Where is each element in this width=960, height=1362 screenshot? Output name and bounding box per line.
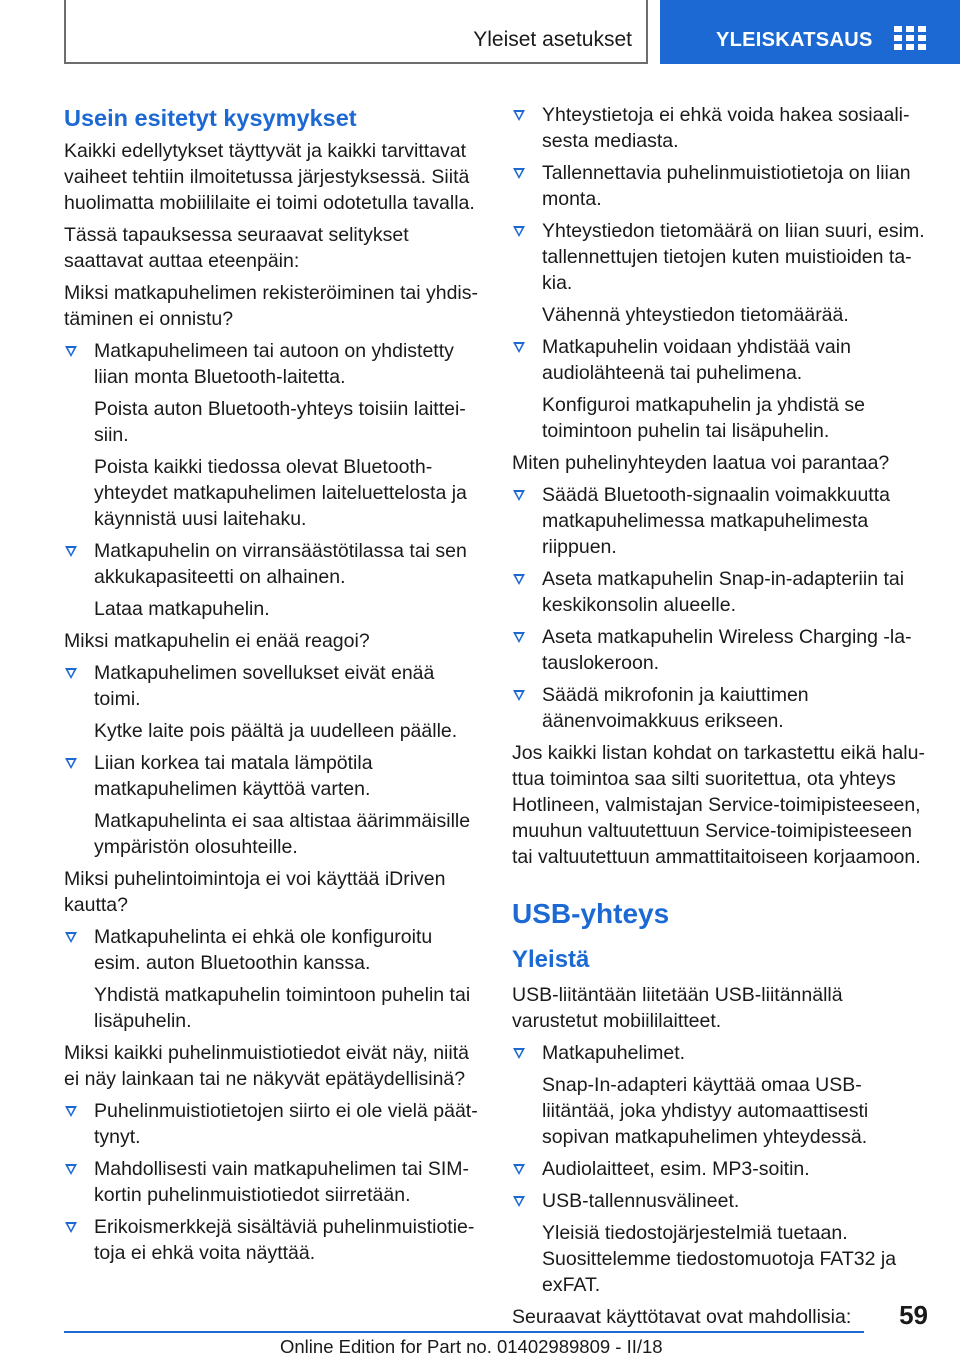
remedy-text: Yleisiä tiedostojärjestelmiä tuetaan. Suosittelemme tiedostomuotoja FAT32 ja exFAT. [542, 1222, 897, 1296]
list-item [64, 1156, 480, 1208]
paragraph: Tässä tapauksessa seuraavat selitykset saattavat auttaa eteenpäin: [64, 224, 409, 272]
list-item-text: USB-tallennusvälineet. [542, 1190, 740, 1212]
grid-icon[interactable] [894, 26, 926, 50]
list-item [64, 538, 480, 590]
bullet-triangle-icon [65, 346, 77, 357]
remedy-text: Poista auton Bluetooth-yhteys toisiin laitteisiin. [94, 398, 466, 446]
bullet-triangle-icon [65, 668, 77, 679]
bullet-triangle-icon [513, 632, 525, 643]
bullet-triangle-icon [513, 690, 525, 701]
bullet-triangle-icon [513, 574, 525, 585]
list-item-text: Yhteystiedon tietomäärä on liian suuri, esim. tallennettujen tietojen kuten muistioiden takia. [542, 220, 925, 294]
list-item-text: Matkapuhelimeen tai autoon on yhdistetty liian monta Bluetooth-laitetta. [94, 340, 454, 388]
list-item-text: Liian korkea tai matala lämpötila matkapuhelimen käyttöä varten. [94, 752, 373, 800]
footer-edition [280, 1336, 663, 1358]
list-item-text: Tallennettavia puhelinmuistiotietoja on liian monta. [542, 162, 911, 210]
list-item-text: Erikoismerkkejä sisältäviä puhelinmuistiotietoja ei ehkä voita näyttää. [94, 1216, 475, 1264]
bullet-triangle-icon [65, 1106, 77, 1117]
remedy-text: Konfiguroi matkapuhelin ja yhdistä se toimintoon puhelin tai lisäpuhelin. [542, 394, 866, 442]
remedy-text: Yhdistä matkapuhelin toimintoon puhelin tai lisäpuhelin. [94, 984, 471, 1032]
bullet-triangle-icon [513, 490, 525, 501]
overview-tab[interactable] [660, 0, 960, 64]
footer-edition-text: Online Edition for Part no. 01402989809 - II/18 [280, 1336, 663, 1357]
bullet-triangle-icon [513, 1196, 525, 1207]
list-item-text: Yhteystietoja ei ehkä voida hakea sosiaalisesta mediasta. [542, 104, 910, 152]
bullet-triangle-icon [65, 1222, 77, 1233]
paragraph: USB-liitäntään liitetään USB-liitännällä varustetut mobiililaitteet. [512, 984, 843, 1032]
bullet-triangle-icon [513, 168, 525, 179]
list-item [64, 1098, 480, 1150]
bullet-triangle-icon [513, 226, 525, 237]
bullet-triangle-icon [513, 342, 525, 353]
list-item-text: Audiolaitteet, esim. MP3-soitin. [542, 1158, 810, 1180]
list-item-text: Matkapuhelimet. [542, 1042, 686, 1064]
remedy-text: Kytke laite pois päältä ja uudelleen päälle. [94, 720, 458, 742]
right-column [512, 102, 926, 1336]
list-item-text: Mahdollisesti vain matkapuhelimen tai SIM-kortin puhelinmuistiotiedot siirretään. [94, 1158, 469, 1206]
list-item [512, 1040, 926, 1066]
list-item-text: Matkapuhelinta ei ehkä ole konfiguroitu esim. auton Bluetoothin kanssa. [94, 926, 433, 974]
remedy-text: Vähennä yhteystiedon tietomäärää. [542, 304, 849, 326]
overview-tab-label: YLEISKATSAUS [716, 29, 873, 51]
list-item-text: Puhelinmuistiotietojen siirto ei ole vielä päättynyt. [94, 1100, 478, 1148]
page-number: 59 [899, 1300, 928, 1330]
question: Miksi matkapuhelin ei enää reagoi? [64, 630, 370, 652]
list-item-text: Aseta matkapuhelin Snap-in-adapteriin tai keskikonsolin alueelle. [542, 568, 905, 616]
list-item-text: Matkapuhelin on virransäästötilassa tai sen akkukapasiteetti on alhainen. [94, 540, 467, 588]
remedy-text: Poista kaikki tiedossa olevat Bluetooth-yhteydet matkapuhelimen laiteluettelosta ja käynnistä uusi laitehaku. [94, 456, 467, 530]
question: Miksi matkapuhelimen rekisteröiminen tai yhdistäminen ei onnistu? [64, 282, 478, 330]
bullet-triangle-icon [513, 1048, 525, 1059]
question: Miksi kaikki puhelinmuistiotiedot eivät näy, niitä ei näy lainkaan tai ne näkyvät epätäydellisinä? [64, 1042, 469, 1090]
list-item [512, 218, 926, 296]
bullet-triangle-icon [513, 1164, 525, 1175]
list-item [64, 1214, 480, 1266]
list-item [64, 750, 480, 802]
bullet-triangle-icon [65, 1164, 77, 1175]
paragraph: Jos kaikki listan kohdat on tarkastettu eikä haluttua toimintoa saa silti suoritettua, ota yhteys Hotlineen, valmistajan Service-toimipisteeseen, muuhun valtuutettuun Service-toimipisteeseen tai valtuutettuun ammattitaitoiseen korjaamoon. [512, 742, 925, 868]
section-title: Yleiset asetukset [473, 28, 632, 51]
bullet-triangle-icon [513, 110, 525, 121]
remedy-text: Lataa matkapuhelin. [94, 598, 270, 620]
list-item-text: Säädä Bluetooth-signaalin voimakkuutta matkapuhelimessa matkapuhelimesta riippuen. [542, 484, 890, 558]
header-title-box [64, 0, 648, 64]
question: Miksi puhelintoimintoja ei voi käyttää iDriven kautta? [64, 868, 446, 916]
list-item-text: Säädä mikrofonin ja kaiuttimen äänenvoimakkuus erikseen. [542, 684, 809, 732]
footer-divider [64, 1331, 864, 1333]
list-item [512, 1156, 926, 1182]
paragraph: Seuraavat käyttötavat ovat mahdollisia: [512, 1306, 852, 1328]
list-item [512, 482, 926, 560]
remedy-text: Snap-In-adapteri käyttää omaa USB-liitäntää, joka yhdistyy automaattisesti sopivan matkapuhelimen yhteydessä. [542, 1074, 869, 1148]
list-item [512, 334, 926, 386]
list-item [512, 566, 926, 618]
list-item [512, 160, 926, 212]
bullet-triangle-icon [65, 546, 77, 557]
list-item [64, 338, 480, 390]
remedy-text: Matkapuhelinta ei saa altistaa äärimmäisille ympäristön olosuhteille. [94, 810, 471, 858]
list-item [512, 624, 926, 676]
bullet-triangle-icon [65, 758, 77, 769]
list-item-text: Aseta matkapuhelin Wireless Charging -latauslokeroon. [542, 626, 912, 674]
list-item [512, 682, 926, 734]
list-item [64, 924, 480, 976]
faq-heading: Usein esitetyt kysymykset [64, 105, 357, 131]
list-item [512, 1188, 926, 1214]
bullet-triangle-icon [65, 932, 77, 943]
usb-heading: USB-yhteys [512, 898, 670, 929]
paragraph: Kaikki edellytykset täyttyvät ja kaikki tarvittavat vaiheet tehtiin ilmoitetussa järjestyksessä. Siitä huolimatta mobiililaite ei toimi odotetulla tavalla. [64, 140, 475, 214]
list-item-text: Matkapuhelimen sovellukset eivät enää toimi. [94, 662, 435, 710]
general-heading: Yleistä [512, 946, 590, 973]
left-column [64, 102, 480, 1272]
question: Miten puhelinyhteyden laatua voi parantaa? [512, 452, 890, 474]
list-item-text: Matkapuhelin voidaan yhdistää vain audiolähteenä tai puhelimena. [542, 336, 851, 384]
list-item [64, 660, 480, 712]
list-item [512, 102, 926, 154]
